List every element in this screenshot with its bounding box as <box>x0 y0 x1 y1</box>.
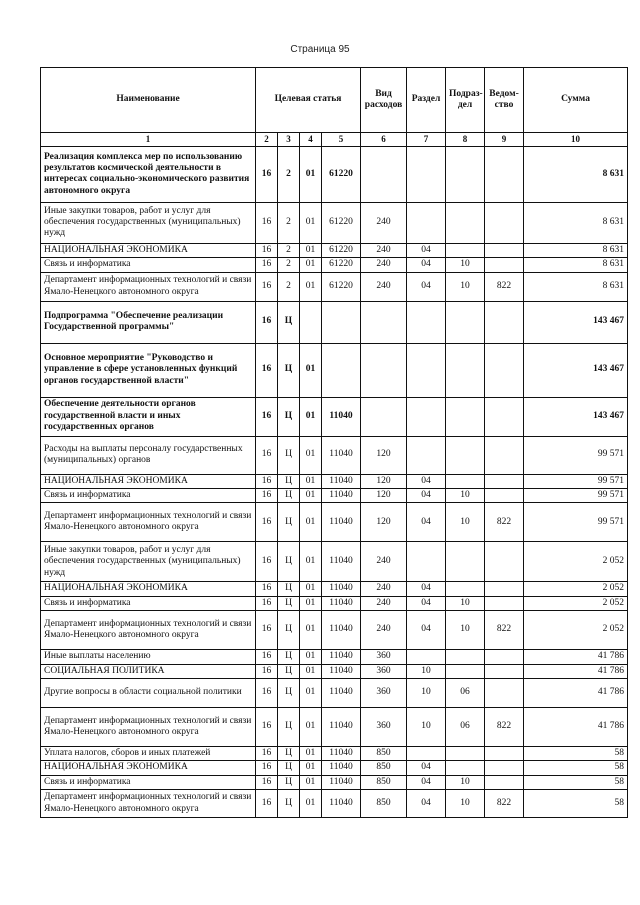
table-cell-sum: 8 631 <box>524 202 628 243</box>
table-cell-subprogram: Ц <box>278 488 300 502</box>
table-cell-section <box>407 542 446 582</box>
table-cell-department <box>485 650 524 664</box>
table-cell-subsection: 10 <box>446 790 485 818</box>
table-cell-measure: 01 <box>300 582 322 596</box>
table-cell-sum: 58 <box>524 775 628 789</box>
table-cell-direction: 11040 <box>322 503 361 542</box>
table-cell-section: 10 <box>407 707 446 746</box>
table-cell-expense-type: 240 <box>361 611 407 650</box>
table-cell-name: Связь и информатика <box>41 775 256 789</box>
table-cell-measure: 01 <box>300 474 322 488</box>
table-cell-program: 16 <box>256 542 278 582</box>
table-cell-measure: 01 <box>300 436 322 474</box>
table-cell-expense-type: 240 <box>361 202 407 243</box>
table-cell-expense-type: 850 <box>361 790 407 818</box>
table-cell-department <box>485 436 524 474</box>
table-cell-section: 04 <box>407 761 446 775</box>
table-row <box>41 650 628 664</box>
table-cell-direction: 11040 <box>322 436 361 474</box>
table-cell-subprogram: 2 <box>278 243 300 257</box>
table-cell-measure: 01 <box>300 790 322 818</box>
table-cell-subprogram: 2 <box>278 272 300 301</box>
table-cell-subprogram: 2 <box>278 258 300 272</box>
table-cell-program: 16 <box>256 650 278 664</box>
table-cell-name: Подпрограмма "Обеспечение реализации Государственной программы" <box>41 301 256 343</box>
header-name: Наименование <box>41 68 256 133</box>
table-cell-direction: 11040 <box>322 775 361 789</box>
table-cell-program: 16 <box>256 258 278 272</box>
table-cell-program: 16 <box>256 301 278 343</box>
table-cell-subprogram: Ц <box>278 678 300 707</box>
table-cell-subprogram: Ц <box>278 436 300 474</box>
table-cell-program: 16 <box>256 436 278 474</box>
table-cell-department <box>485 146 524 202</box>
table-cell-sum: 143 467 <box>524 397 628 436</box>
table-cell-expense-type <box>361 146 407 202</box>
column-number: 9 <box>485 133 524 147</box>
table-cell-department <box>485 746 524 760</box>
table-cell-subprogram: Ц <box>278 343 300 397</box>
column-number: 8 <box>446 133 485 147</box>
table-cell-sum: 41 786 <box>524 650 628 664</box>
table-cell-program: 16 <box>256 746 278 760</box>
table-cell-subsection: 10 <box>446 503 485 542</box>
table-row <box>41 488 628 502</box>
table-cell-subprogram: Ц <box>278 761 300 775</box>
table-cell-subsection <box>446 146 485 202</box>
table-cell-name: Департамент информационных технологий и связи Ямало-Ненецкого автономного округа <box>41 790 256 818</box>
table-cell-direction: 11040 <box>322 761 361 775</box>
table-row <box>41 343 628 397</box>
table-cell-section: 04 <box>407 488 446 502</box>
table-cell-subprogram: Ц <box>278 650 300 664</box>
table-cell-measure: 01 <box>300 542 322 582</box>
table-cell-department <box>485 664 524 678</box>
table-cell-program: 16 <box>256 488 278 502</box>
table-cell-program: 16 <box>256 678 278 707</box>
table-cell-sum: 143 467 <box>524 343 628 397</box>
table-cell-subprogram: Ц <box>278 707 300 746</box>
table-cell-measure: 01 <box>300 775 322 789</box>
table-cell-section: 10 <box>407 664 446 678</box>
table-cell-section <box>407 436 446 474</box>
table-cell-section <box>407 301 446 343</box>
table-cell-subsection <box>446 474 485 488</box>
table-cell-name: Иные выплаты населению <box>41 650 256 664</box>
table-cell-program: 16 <box>256 146 278 202</box>
table-cell-direction: 11040 <box>322 596 361 610</box>
table-cell-measure: 01 <box>300 746 322 760</box>
column-number: 3 <box>278 133 300 147</box>
table-cell-subsection <box>446 202 485 243</box>
table-cell-name: Связь и информатика <box>41 488 256 502</box>
table-cell-subsection: 10 <box>446 596 485 610</box>
table-cell-subprogram: Ц <box>278 664 300 678</box>
table-cell-expense-type: 240 <box>361 582 407 596</box>
table-cell-subprogram: 2 <box>278 202 300 243</box>
table-cell-direction: 61220 <box>322 146 361 202</box>
table-row <box>41 611 628 650</box>
header-target: Целевая статья <box>256 68 361 133</box>
table-cell-department <box>485 343 524 397</box>
table-cell-expense-type: 360 <box>361 707 407 746</box>
table-cell-expense-type: 120 <box>361 474 407 488</box>
table-cell-measure: 01 <box>300 611 322 650</box>
column-number: 2 <box>256 133 278 147</box>
table-cell-department: 822 <box>485 611 524 650</box>
table-cell-section: 04 <box>407 596 446 610</box>
table-cell-department: 822 <box>485 272 524 301</box>
column-number: 4 <box>300 133 322 147</box>
table-cell-name: Департамент информационных технологий и связи Ямало-Ненецкого автономного округа <box>41 611 256 650</box>
table-cell-name: Основное мероприятие "Руководство и управление в сфере установленных функций органов государственной власти" <box>41 343 256 397</box>
table-cell-direction: 11040 <box>322 397 361 436</box>
page-title: Страница 95 <box>290 44 350 55</box>
table-cell-sum: 8 631 <box>524 243 628 257</box>
table-cell-program: 16 <box>256 707 278 746</box>
table-cell-subsection <box>446 397 485 436</box>
table-cell-expense-type: 120 <box>361 488 407 502</box>
table-cell-direction: 11040 <box>322 664 361 678</box>
table-cell-section: 04 <box>407 258 446 272</box>
table-cell-department <box>485 202 524 243</box>
table-cell-section <box>407 650 446 664</box>
table-cell-subprogram: Ц <box>278 397 300 436</box>
table-cell-sum: 99 571 <box>524 436 628 474</box>
column-number: 6 <box>361 133 407 147</box>
table-cell-subsection <box>446 582 485 596</box>
table-cell-expense-type <box>361 397 407 436</box>
table-cell-sum: 99 571 <box>524 474 628 488</box>
table-cell-program: 16 <box>256 582 278 596</box>
table-row <box>41 582 628 596</box>
table-cell-name: Связь и информатика <box>41 258 256 272</box>
table-cell-section: 04 <box>407 775 446 789</box>
table-cell-subsection: 10 <box>446 775 485 789</box>
table-cell-expense-type: 240 <box>361 596 407 610</box>
table-cell-subprogram: Ц <box>278 746 300 760</box>
table-cell-direction: 11040 <box>322 542 361 582</box>
header-podrazdel: Подраз-дел <box>446 68 485 133</box>
table-cell-expense-type: 360 <box>361 650 407 664</box>
table-cell-measure: 01 <box>300 343 322 397</box>
table-cell-department <box>485 775 524 789</box>
table-cell-sum: 58 <box>524 761 628 775</box>
table-cell-subprogram: Ц <box>278 542 300 582</box>
table-cell-section: 04 <box>407 582 446 596</box>
table-cell-measure: 01 <box>300 488 322 502</box>
table-cell-direction: 61220 <box>322 258 361 272</box>
table-row <box>41 503 628 542</box>
header-row <box>41 68 628 133</box>
header-summa: Сумма <box>524 68 628 133</box>
column-number: 1 <box>41 133 256 147</box>
table-cell-department <box>485 474 524 488</box>
table-cell-subsection <box>446 761 485 775</box>
table-row <box>41 678 628 707</box>
table-cell-section <box>407 146 446 202</box>
table-cell-department <box>485 258 524 272</box>
table-cell-sum: 99 571 <box>524 503 628 542</box>
table-cell-name: Уплата налогов, сборов и иных платежей <box>41 746 256 760</box>
table-row <box>41 707 628 746</box>
table-cell-measure: 01 <box>300 761 322 775</box>
table-cell-measure: 01 <box>300 503 322 542</box>
table-cell-sum: 2 052 <box>524 611 628 650</box>
table-cell-name: Другие вопросы в области социальной политики <box>41 678 256 707</box>
table-cell-expense-type: 240 <box>361 542 407 582</box>
table-cell-sum: 8 631 <box>524 272 628 301</box>
table-cell-direction: 11040 <box>322 678 361 707</box>
table-row <box>41 397 628 436</box>
table-row <box>41 272 628 301</box>
table-cell-section <box>407 746 446 760</box>
table-row <box>41 664 628 678</box>
table-cell-department <box>485 596 524 610</box>
table-cell-direction: 61220 <box>322 243 361 257</box>
table-cell-measure: 01 <box>300 258 322 272</box>
table-cell-department <box>485 678 524 707</box>
table-cell-department <box>485 397 524 436</box>
table-cell-subprogram: Ц <box>278 596 300 610</box>
table-cell-sum: 2 052 <box>524 542 628 582</box>
table-row <box>41 746 628 760</box>
table-cell-section: 04 <box>407 272 446 301</box>
table-row <box>41 775 628 789</box>
table-cell-subsection <box>446 746 485 760</box>
table-row <box>41 436 628 474</box>
table-cell-name: НАЦИОНАЛЬНАЯ ЭКОНОМИКА <box>41 761 256 775</box>
table-cell-program: 16 <box>256 596 278 610</box>
table-cell-direction: 61220 <box>322 202 361 243</box>
table-cell-sum: 143 467 <box>524 301 628 343</box>
table-row <box>41 301 628 343</box>
table-cell-name: Департамент информационных технологий и связи Ямало-Ненецкого автономного округа <box>41 707 256 746</box>
table-row <box>41 761 628 775</box>
table-cell-program: 16 <box>256 790 278 818</box>
table-cell-department: 822 <box>485 503 524 542</box>
header-vedomstvo: Ведом-ство <box>485 68 524 133</box>
table-cell-measure: 01 <box>300 678 322 707</box>
table-cell-subsection: 06 <box>446 678 485 707</box>
column-number-row <box>41 133 628 147</box>
table-cell-direction: 11040 <box>322 790 361 818</box>
table-cell-program: 16 <box>256 474 278 488</box>
table-cell-subsection: 10 <box>446 258 485 272</box>
table-cell-section <box>407 343 446 397</box>
table-cell-subprogram: Ц <box>278 474 300 488</box>
table-cell-measure: 01 <box>300 707 322 746</box>
table-cell-measure: 01 <box>300 664 322 678</box>
table-cell-expense-type: 360 <box>361 678 407 707</box>
column-number: 5 <box>322 133 361 147</box>
table-cell-name: Связь и информатика <box>41 596 256 610</box>
table-cell-subprogram: Ц <box>278 503 300 542</box>
table-cell-sum: 41 786 <box>524 678 628 707</box>
table-cell-program: 16 <box>256 761 278 775</box>
table-cell-program: 16 <box>256 202 278 243</box>
table-cell-sum: 8 631 <box>524 258 628 272</box>
table-cell-subprogram: 2 <box>278 146 300 202</box>
table-cell-name: СОЦИАЛЬНАЯ ПОЛИТИКА <box>41 664 256 678</box>
table-cell-direction: 11040 <box>322 746 361 760</box>
table-cell-department <box>485 243 524 257</box>
table-cell-program: 16 <box>256 343 278 397</box>
table-cell-section: 10 <box>407 678 446 707</box>
table-cell-direction <box>322 343 361 397</box>
table-cell-subsection <box>446 436 485 474</box>
table-cell-name: НАЦИОНАЛЬНАЯ ЭКОНОМИКА <box>41 474 256 488</box>
table-cell-measure <box>300 301 322 343</box>
table-cell-section: 04 <box>407 503 446 542</box>
table-cell-subsection <box>446 243 485 257</box>
table-cell-direction: 11040 <box>322 582 361 596</box>
table-row <box>41 146 628 202</box>
table-cell-name: НАЦИОНАЛЬНАЯ ЭКОНОМИКА <box>41 582 256 596</box>
table-cell-direction: 11040 <box>322 474 361 488</box>
table-cell-subsection <box>446 664 485 678</box>
table-cell-direction: 61220 <box>322 272 361 301</box>
table-row <box>41 474 628 488</box>
table-cell-expense-type: 360 <box>361 664 407 678</box>
table-cell-sum: 58 <box>524 746 628 760</box>
table-cell-section <box>407 202 446 243</box>
table-cell-program: 16 <box>256 272 278 301</box>
table-cell-expense-type: 120 <box>361 436 407 474</box>
table-cell-sum: 2 052 <box>524 596 628 610</box>
table-cell-subprogram: Ц <box>278 775 300 789</box>
table-cell-name: Иные закупки товаров, работ и услуг для обеспечения государственных (муниципальных) нужд <box>41 542 256 582</box>
table-cell-subsection <box>446 301 485 343</box>
table-cell-direction: 11040 <box>322 611 361 650</box>
table-cell-direction: 11040 <box>322 488 361 502</box>
column-number: 10 <box>524 133 628 147</box>
table-cell-subprogram: Ц <box>278 582 300 596</box>
table-body <box>41 146 628 817</box>
table-cell-section: 04 <box>407 243 446 257</box>
column-number: 7 <box>407 133 446 147</box>
table-cell-section: 04 <box>407 474 446 488</box>
table-cell-department <box>485 582 524 596</box>
table-cell-subsection: 10 <box>446 272 485 301</box>
table-cell-section: 04 <box>407 611 446 650</box>
table-cell-name: НАЦИОНАЛЬНАЯ ЭКОНОМИКА <box>41 243 256 257</box>
table-cell-measure: 01 <box>300 202 322 243</box>
table-cell-name: Департамент информационных технологий и связи Ямало-Ненецкого автономного округа <box>41 272 256 301</box>
table-cell-sum: 99 571 <box>524 488 628 502</box>
table-cell-subsection <box>446 343 485 397</box>
table-cell-name: Реализация комплекса мер по использованию результатов космической деятельности в интересах социально-экономического развития автономного округа <box>41 146 256 202</box>
table-cell-sum: 58 <box>524 790 628 818</box>
table-cell-subsection <box>446 542 485 582</box>
table-cell-measure: 01 <box>300 397 322 436</box>
table-cell-name: Обеспечение деятельности органов государственной власти и иных государственных органов <box>41 397 256 436</box>
table-cell-expense-type: 120 <box>361 503 407 542</box>
table-cell-direction: 11040 <box>322 707 361 746</box>
table-cell-program: 16 <box>256 664 278 678</box>
table-cell-program: 16 <box>256 611 278 650</box>
table-cell-subsection: 10 <box>446 611 485 650</box>
table-row <box>41 790 628 818</box>
table-cell-program: 16 <box>256 397 278 436</box>
table-cell-department <box>485 542 524 582</box>
table-cell-subprogram: Ц <box>278 301 300 343</box>
table-cell-department: 822 <box>485 707 524 746</box>
table-cell-expense-type: 850 <box>361 761 407 775</box>
table-cell-name: Департамент информационных технологий и связи Ямало-Ненецкого автономного округа <box>41 503 256 542</box>
table-cell-sum: 8 631 <box>524 146 628 202</box>
table-cell-measure: 01 <box>300 272 322 301</box>
table-cell-expense-type: 850 <box>361 746 407 760</box>
table-cell-program: 16 <box>256 243 278 257</box>
table-row <box>41 243 628 257</box>
table-cell-direction: 11040 <box>322 650 361 664</box>
table-cell-sum: 41 786 <box>524 664 628 678</box>
table-cell-name: Иные закупки товаров, работ и услуг для обеспечения государственных (муниципальных) нужд <box>41 202 256 243</box>
table-cell-department: 822 <box>485 790 524 818</box>
table-cell-program: 16 <box>256 503 278 542</box>
table-cell-section: 04 <box>407 790 446 818</box>
table-cell-subsection <box>446 650 485 664</box>
table-cell-name: Расходы на выплаты персоналу государственных (муниципальных) органов <box>41 436 256 474</box>
table-cell-sum: 2 052 <box>524 582 628 596</box>
table-cell-sum: 41 786 <box>524 707 628 746</box>
header-razdel: Раздел <box>407 68 446 133</box>
table-cell-program: 16 <box>256 775 278 789</box>
table-cell-subsection: 06 <box>446 707 485 746</box>
table-cell-department <box>485 301 524 343</box>
table-cell-measure: 01 <box>300 650 322 664</box>
table-row <box>41 258 628 272</box>
table-cell-direction <box>322 301 361 343</box>
table-cell-expense-type: 240 <box>361 272 407 301</box>
table-cell-department <box>485 761 524 775</box>
table-cell-subsection: 10 <box>446 488 485 502</box>
table-cell-expense-type: 240 <box>361 258 407 272</box>
table-row <box>41 542 628 582</box>
table-cell-subprogram: Ц <box>278 790 300 818</box>
table-row <box>41 202 628 243</box>
table-cell-expense-type: 850 <box>361 775 407 789</box>
budget-table <box>40 67 628 818</box>
table-cell-expense-type <box>361 343 407 397</box>
table-cell-department <box>485 488 524 502</box>
table-cell-section <box>407 397 446 436</box>
table-row <box>41 596 628 610</box>
table-cell-expense-type: 240 <box>361 243 407 257</box>
table-cell-subprogram: Ц <box>278 611 300 650</box>
table-cell-measure: 01 <box>300 596 322 610</box>
header-vid: Вид расходов <box>361 68 407 133</box>
table-cell-measure: 01 <box>300 243 322 257</box>
table-cell-measure: 01 <box>300 146 322 202</box>
table-cell-expense-type <box>361 301 407 343</box>
